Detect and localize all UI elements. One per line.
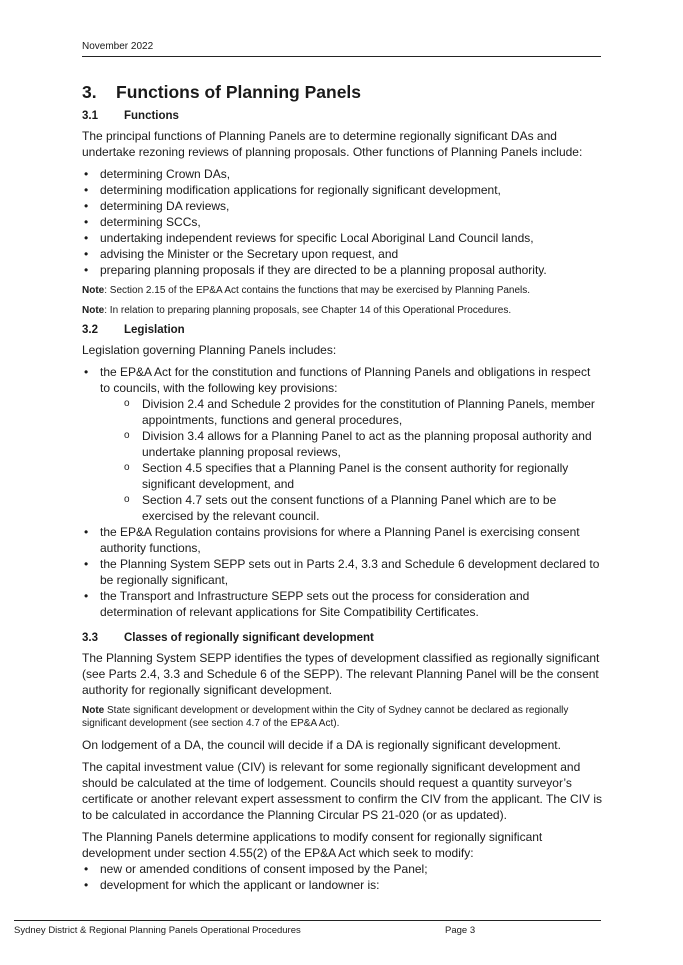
list-item: • development for which the applicant or landowner is: <box>82 877 602 893</box>
list-item: • determining SCCs, <box>82 214 602 230</box>
list-item: • the EP&A Regulation contains provisions for where a Planning Panel is exercising consent authority functions, <box>82 524 602 556</box>
list-item <box>82 364 602 524</box>
note-text: : In relation to preparing planning proposals, see Chapter 14 of this Operational Procedures. <box>104 305 512 316</box>
legislation-list <box>82 364 602 620</box>
list-item: • the Transport and Infrastructure SEPP sets out the process for consideration and determination of relevant applications for Site Compatibility Certificates. <box>82 588 602 620</box>
page-number: Page 3 <box>445 925 476 936</box>
footer-rule <box>14 920 601 921</box>
section-3-1-number: 3.1 <box>82 110 98 122</box>
section-3-3-heading <box>82 632 602 644</box>
header-date: November 2022 <box>82 41 154 52</box>
list-item-text: the EP&A Act for the constitution and functions of Planning Panels and obligations in respect to councils, with the following key provisions: <box>100 365 591 395</box>
section-3-1-intro: The principal functions of Planning Panels are to determine regionally significant DAs and undertake rezoning reviews of planning proposals. Other functions of Planning Panels include: <box>82 129 583 159</box>
sub-list-item: o Section 4.7 sets out the consent functions of a Planning Panel which are to be exercised by the relevant council. <box>124 492 602 524</box>
sub-list-item: o Division 2.4 and Schedule 2 provides for the constitution of Planning Panels, member appointments, functions and general procedures, <box>124 396 602 428</box>
section-3-3-number: 3.3 <box>82 632 98 644</box>
list-item: • advising the Minister or the Secretary upon request, and <box>82 246 602 262</box>
list-item: • determining Crown DAs, <box>82 166 602 182</box>
note-text: : Section 2.15 of the EP&A Act contains the functions that may be exercised by Planning Panels. <box>104 285 531 296</box>
list-item: • determining DA reviews, <box>82 198 602 214</box>
list-item: • determining modification applications for regionally significant development, <box>82 182 602 198</box>
list-item: • preparing planning proposals if they are directed to be a planning proposal authority. <box>82 262 602 278</box>
list-item: • new or amended conditions of consent imposed by the Panel; <box>82 861 602 877</box>
section-3-title: Functions of Planning Panels <box>116 82 362 102</box>
note-state-significant <box>82 704 602 730</box>
section-3-2-heading <box>82 324 602 336</box>
section-3-1-heading <box>82 110 602 122</box>
modify-list <box>82 861 602 893</box>
functions-list <box>82 166 602 278</box>
footer-title: Sydney District & Regional Planning Panels Operational Procedures <box>14 925 301 936</box>
note-text: State significant development or development within the City of Sydney cannot be declared as regionally significant development (see section 4.7 of the EP&A Act). <box>82 705 569 729</box>
note-functions <box>82 284 602 297</box>
section-3-2-title: Legislation <box>124 324 185 336</box>
note-label: Note <box>82 705 105 716</box>
section-3-number: 3. <box>82 82 97 102</box>
note-label: Note <box>82 305 105 316</box>
section-3-1-title: Functions <box>124 110 179 122</box>
section-3-2-number: 3.2 <box>82 324 98 336</box>
section-3-heading <box>82 82 602 103</box>
sub-list-item: o Section 4.5 specifies that a Planning Panel is the consent authority for regionally significant development, and <box>124 460 602 492</box>
section-3-3-paragraph: The capital investment value (CIV) is relevant for some regionally significant development and should be calculated at the time of lodgement. Councils should request a quantity surveyor’s certificate or another relevant expert assessment to confirm the CIV from the applicant. The CIV is to be calculated in accordance the Planning Circular PS 21-020 (or as updated). <box>82 760 603 822</box>
section-3-3-paragraph: The Planning System SEPP identifies the types of development classified as regionally significant (see Parts 2.4, 3.3 and Schedule 6 of the SEPP). The relevant Planning Panel will be the consent authority for regionally significant development. <box>82 651 600 697</box>
header-rule <box>82 56 601 57</box>
note-label: Note <box>82 285 105 296</box>
list-item: • undertaking independent reviews for specific Local Aboriginal Land Council lands, <box>82 230 602 246</box>
note-planning-proposals <box>82 304 602 317</box>
page-content <box>82 82 602 899</box>
key-provisions-list <box>100 396 602 524</box>
section-3-3-title: Classes of regionally significant development <box>124 632 374 644</box>
list-item: • the Planning System SEPP sets out in Parts 2.4, 3.3 and Schedule 6 development declared to be regionally significant, <box>82 556 602 588</box>
section-3-2-intro: Legislation governing Planning Panels includes: <box>82 343 337 357</box>
sub-list-item: o Division 3.4 allows for a Planning Panel to act as the planning proposal authority and undertake planning proposal reviews, <box>124 428 602 460</box>
section-3-3-paragraph: The Planning Panels determine applications to modify consent for regionally significant development under section 4.55(2) of the EP&A Act which seek to modify: <box>82 830 543 860</box>
section-3-3-paragraph: On lodgement of a DA, the council will decide if a DA is regionally significant development. <box>82 738 561 752</box>
